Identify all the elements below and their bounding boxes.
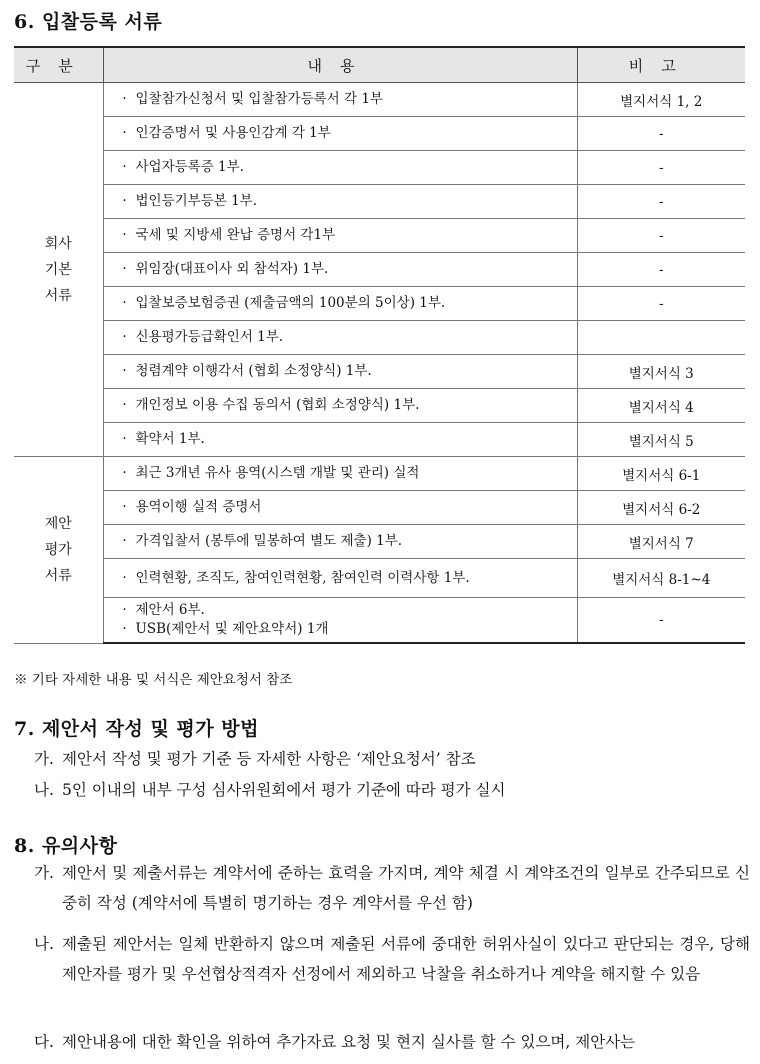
table-body bbox=[14, 83, 745, 644]
bid-documents-table bbox=[14, 46, 745, 644]
group-label-line: 제안 bbox=[44, 515, 72, 532]
content-bullet: · 최근 3개년 유사 용역(시스템 개발 및 관리) 실적 bbox=[112, 464, 569, 483]
table-header-row bbox=[14, 47, 745, 83]
content-bullet: · 법인등기부등본 1부. bbox=[112, 192, 569, 211]
table-row bbox=[14, 457, 745, 491]
table-row bbox=[14, 423, 745, 457]
note-cell bbox=[577, 321, 745, 355]
content-cell bbox=[103, 83, 577, 117]
section-8-title: 8. 유의사항 bbox=[14, 835, 118, 857]
note-cell: 별지서식 6-1 bbox=[577, 457, 745, 491]
group-label bbox=[14, 457, 103, 644]
note-cell: - bbox=[577, 219, 745, 253]
item-text: 제안서 및 제출서류는 계약서에 준하는 효력을 가지며, 계약 체결 시 계약조건의 일부로 간주되므로 신중히 작성 (계약서에 특별히 명기하는 경우 계약서를 우선 함) bbox=[62, 864, 750, 912]
content-bullet: · 입찰보증보험증권 (제출금액의 100분의 5이상) 1부. bbox=[112, 294, 569, 313]
content-cell bbox=[103, 185, 577, 219]
table-row bbox=[14, 321, 745, 355]
table-row bbox=[14, 219, 745, 253]
content-bullet: · 가격입찰서 (봉투에 밀봉하여 별도 제출) 1부. bbox=[112, 532, 569, 551]
group-label-line: 평가 bbox=[44, 541, 72, 558]
table-row bbox=[14, 598, 745, 644]
content-bullet: · 국세 및 지방세 완납 증명서 각1부 bbox=[112, 226, 569, 245]
content-bullet: · 인감증명서 및 사용인감계 각 1부 bbox=[112, 124, 569, 143]
group-label-line: 서류 bbox=[44, 287, 72, 304]
header-content: 내용 bbox=[103, 47, 577, 83]
content-bullet: · 용역이행 실적 증명서 bbox=[112, 498, 569, 517]
content-bullet: · 확약서 1부. bbox=[112, 430, 569, 449]
note-cell: - bbox=[577, 151, 745, 185]
content-cell bbox=[103, 559, 577, 598]
item-text: 제안서 작성 및 평가 기준 등 자세한 사항은 ‘제안요청서’ 참조 bbox=[62, 750, 476, 768]
content-bullet: · 위임장(대표이사 외 참석자) 1부. bbox=[112, 260, 569, 279]
content-cell bbox=[103, 117, 577, 151]
group-label-line: 기본 bbox=[44, 261, 72, 278]
note-cell: - bbox=[577, 253, 745, 287]
content-bullet: · USB(제안서 및 제안요약서) 1개 bbox=[112, 620, 569, 639]
table-row bbox=[14, 253, 745, 287]
content-cell bbox=[103, 457, 577, 491]
content-bullet: · 제안서 6부. bbox=[112, 601, 569, 620]
content-bullet: · 인력현황, 조직도, 참여인력현황, 참여인력 이력사항 1부. bbox=[112, 569, 569, 588]
section-6-title: 6. 입찰등록 서류 bbox=[14, 11, 163, 33]
content-bullet: · 사업자등록증 1부. bbox=[112, 158, 569, 177]
content-bullet: · 입찰참가신청서 및 입찰참가등록서 각 1부 bbox=[112, 90, 569, 109]
content-cell bbox=[103, 253, 577, 287]
group-label-line: 서류 bbox=[44, 567, 72, 584]
numbered-item bbox=[34, 1027, 750, 1057]
table-row bbox=[14, 287, 745, 321]
note-cell: - bbox=[577, 185, 745, 219]
item-marker: 나. bbox=[34, 781, 54, 799]
content-bullet: · 개인정보 이용 수집 동의서 (협회 소정양식) 1부. bbox=[112, 396, 569, 415]
note-cell: - bbox=[577, 117, 745, 151]
note-cell: 별지서식 3 bbox=[577, 355, 745, 389]
numbered-item bbox=[34, 858, 750, 918]
group-label bbox=[14, 83, 103, 457]
header-category: 구분 bbox=[14, 47, 103, 83]
item-text: 제안내용에 대한 확인을 위하여 추가자료 요청 및 현지 실사를 할 수 있으며, 제안사는 bbox=[62, 1033, 636, 1051]
content-cell bbox=[103, 151, 577, 185]
content-cell bbox=[103, 321, 577, 355]
note-cell: 별지서식 7 bbox=[577, 525, 745, 559]
table-row bbox=[14, 491, 745, 525]
content-cell bbox=[103, 389, 577, 423]
content-cell bbox=[103, 219, 577, 253]
note-cell: 별지서식 6-2 bbox=[577, 491, 745, 525]
table-footnote: ※ 기타 자세한 내용 및 서식은 제안요청서 참조 bbox=[14, 672, 293, 688]
content-cell bbox=[103, 598, 577, 644]
item-marker: 가. bbox=[34, 864, 54, 882]
table-row bbox=[14, 151, 745, 185]
item-marker: 다. bbox=[34, 1033, 54, 1051]
numbered-item bbox=[34, 744, 750, 774]
note-cell: - bbox=[577, 598, 745, 644]
header-note: 비고 bbox=[577, 47, 745, 83]
note-cell: 별지서식 8-1~4 bbox=[577, 559, 745, 598]
table-row bbox=[14, 559, 745, 598]
note-cell: - bbox=[577, 287, 745, 321]
content-cell bbox=[103, 355, 577, 389]
item-text: 5인 이내의 내부 구성 심사위원회에서 평가 기준에 따라 평가 실시 bbox=[62, 781, 506, 799]
note-cell: 별지서식 1, 2 bbox=[577, 83, 745, 117]
content-cell bbox=[103, 287, 577, 321]
numbered-item bbox=[34, 929, 750, 989]
note-cell: 별지서식 4 bbox=[577, 389, 745, 423]
note-cell: 별지서식 5 bbox=[577, 423, 745, 457]
table-row bbox=[14, 525, 745, 559]
item-text: 제출된 제안서는 일체 반환하지 않으며 제출된 서류에 중대한 허위사실이 있다고 판단되는 경우, 당해 제안자를 평가 및 우선협상적격자 선정에서 제외하고 낙찰을 취소하거나 계약을 해지할 수 있음 bbox=[62, 935, 750, 983]
content-cell bbox=[103, 525, 577, 559]
content-bullet: · 신용평가등급확인서 1부. bbox=[112, 328, 569, 347]
content-bullet: · 청렴계약 이행각서 (협회 소정양식) 1부. bbox=[112, 362, 569, 381]
table-row bbox=[14, 389, 745, 423]
content-cell bbox=[103, 491, 577, 525]
table-row bbox=[14, 83, 745, 117]
table-row bbox=[14, 185, 745, 219]
group-label-line: 회사 bbox=[44, 235, 72, 252]
table-row bbox=[14, 355, 745, 389]
table-row bbox=[14, 117, 745, 151]
section-7-title: 7. 제안서 작성 및 평가 방법 bbox=[14, 718, 259, 740]
numbered-item bbox=[34, 775, 750, 805]
item-marker: 가. bbox=[34, 750, 54, 768]
item-marker: 나. bbox=[34, 935, 54, 953]
content-cell bbox=[103, 423, 577, 457]
